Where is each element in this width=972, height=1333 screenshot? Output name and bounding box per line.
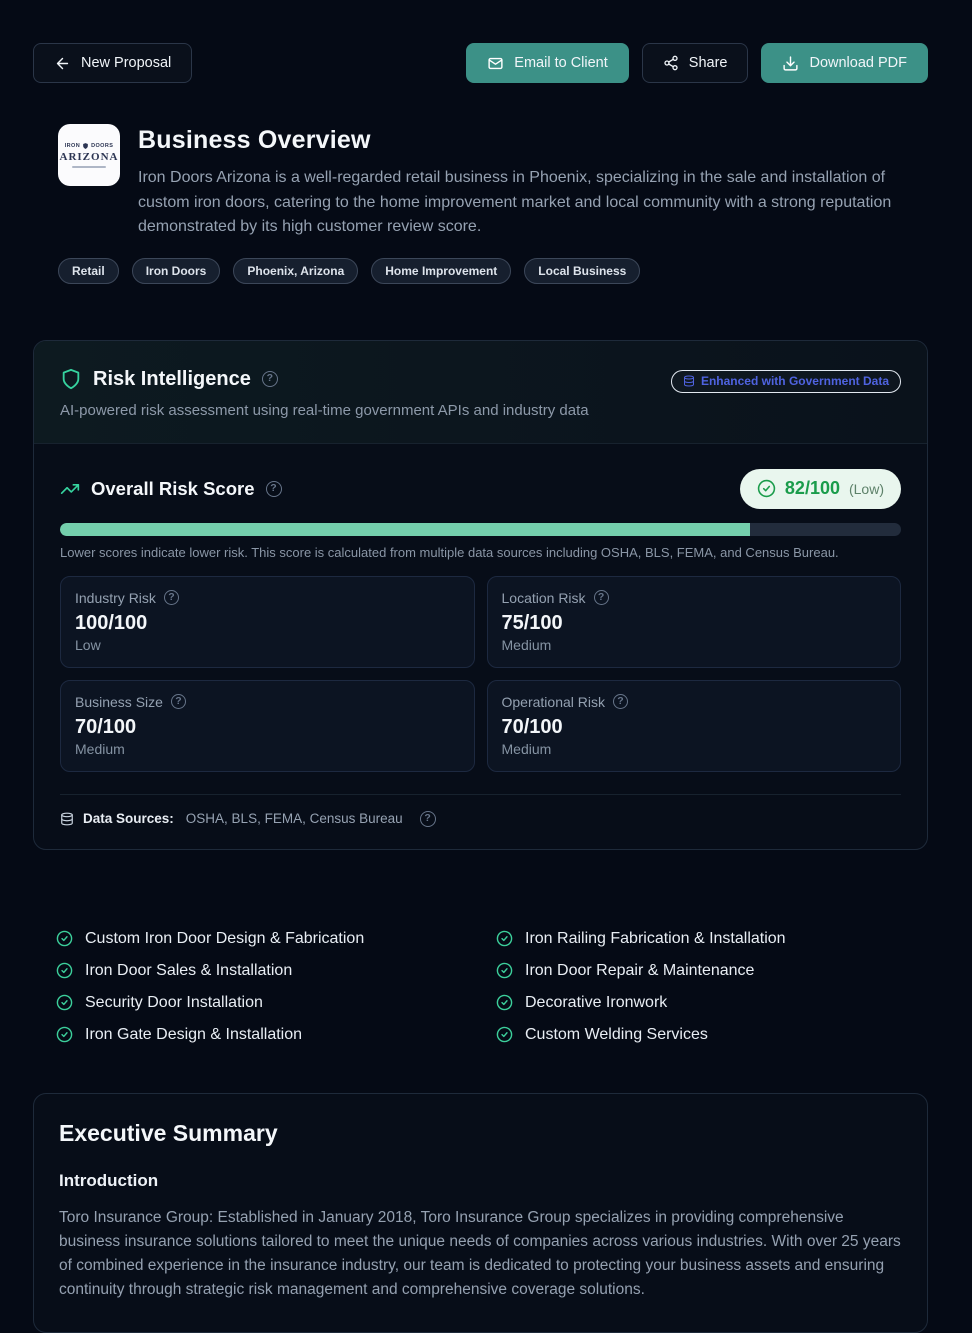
- risk-intelligence-subtitle: AI-powered risk assessment using real-time government APIs and industry data: [60, 401, 589, 419]
- industry-risk-help-icon[interactable]: ?: [164, 590, 179, 605]
- database-icon-small: [60, 812, 74, 826]
- tag-local-business: Local Business: [524, 258, 640, 284]
- location-risk-label: Location Risk: [501, 589, 586, 606]
- logo-text-arizona: ARIZONA: [59, 151, 119, 163]
- data-sources-row: [60, 794, 901, 849]
- industry-risk-label: Industry Risk: [75, 589, 156, 606]
- new-proposal-label: New Proposal: [81, 55, 172, 71]
- risk-intelligence-card: [33, 340, 928, 850]
- business-size-value: 70/100: [75, 715, 137, 738]
- location-risk-card: [487, 576, 902, 668]
- new-proposal-button[interactable]: [33, 43, 192, 83]
- risk-score-progress-fill: [60, 523, 750, 536]
- overall-score-level: (Low): [848, 480, 884, 497]
- list-item: [56, 994, 496, 1011]
- check-circle-icon: [496, 930, 513, 947]
- check-circle-icon: [56, 962, 73, 979]
- risk-factor-grid: [60, 576, 901, 772]
- list-item: [496, 962, 928, 979]
- check-circle-icon: [56, 994, 73, 1011]
- overall-risk-score-label: Overall Risk Score: [91, 477, 255, 499]
- industry-risk-value: 100/100: [75, 611, 148, 634]
- company-logo: [58, 124, 120, 186]
- check-circle-icon: [56, 930, 73, 947]
- introduction-heading: Introduction: [59, 1170, 159, 1190]
- tag-iron-doors: Iron Doors: [132, 258, 221, 284]
- logo-text-doors: DOORS: [91, 143, 114, 149]
- check-circle-icon: [56, 1026, 73, 1043]
- business-overview-section: [33, 124, 928, 284]
- industry-risk-card: [60, 576, 475, 668]
- business-size-label: Business Size: [75, 693, 163, 710]
- page-title: Business Overview: [138, 126, 371, 154]
- download-pdf-button[interactable]: [761, 43, 928, 83]
- logo-tagline: [72, 166, 106, 168]
- executive-summary-card: [33, 1093, 928, 1333]
- mail-icon: [487, 55, 504, 72]
- list-item: [56, 1026, 496, 1043]
- logo-shield-icon: [82, 142, 89, 150]
- service-label: Iron Door Repair & Maintenance: [525, 961, 755, 979]
- risk-intelligence-header: [34, 341, 927, 444]
- check-circle-icon: [496, 962, 513, 979]
- shield-icon: [60, 368, 82, 390]
- toolbar: [33, 43, 928, 83]
- risk-score-progress-bar: [60, 523, 901, 536]
- tag-phoenix-arizona: Phoenix, Arizona: [233, 258, 358, 284]
- data-sources-help-icon[interactable]: ?: [420, 811, 436, 827]
- operational-risk-card: [487, 680, 902, 772]
- business-description: Iron Doors Arizona is a well-regarded retail business in Phoenix, specializing in the sale and installation of custom iron doors, catering to the home improvement market and local community with a strong reputation demonstrated by its high customer review score.: [138, 169, 892, 235]
- data-sources-values: OSHA, BLS, FEMA, Census Bureau: [185, 811, 403, 826]
- risk-intelligence-help-icon[interactable]: ?: [262, 371, 278, 387]
- download-pdf-label: Download PDF: [809, 55, 907, 71]
- download-icon: [782, 55, 799, 72]
- check-circle-icon: [757, 479, 776, 498]
- list-item: [56, 930, 496, 947]
- operational-risk-level: Medium: [501, 740, 552, 757]
- email-to-client-button[interactable]: [466, 43, 628, 83]
- location-risk-help-icon[interactable]: ?: [594, 590, 609, 605]
- service-label: Iron Door Sales & Installation: [85, 961, 293, 979]
- service-label: Custom Iron Door Design & Fabrication: [85, 929, 365, 947]
- overall-score-badge: [740, 469, 901, 509]
- list-item: [496, 1026, 928, 1043]
- toolbar-actions: [466, 43, 928, 83]
- back-arrow-icon: [54, 55, 71, 72]
- operational-risk-help-icon[interactable]: ?: [613, 694, 628, 709]
- business-size-card: [60, 680, 475, 772]
- overall-score-value: 82/100: [784, 478, 840, 498]
- list-item: [496, 930, 928, 947]
- operational-risk-value: 70/100: [501, 715, 563, 738]
- overall-risk-score-help-icon[interactable]: ?: [266, 481, 282, 497]
- tag-home-improvement: Home Improvement: [371, 258, 511, 284]
- service-label: Decorative Ironwork: [525, 993, 668, 1011]
- email-to-client-label: Email to Client: [514, 55, 608, 71]
- check-circle-icon: [496, 994, 513, 1011]
- business-size-help-icon[interactable]: ?: [171, 694, 186, 709]
- services-list: [33, 930, 928, 1043]
- business-size-level: Medium: [75, 740, 125, 757]
- government-data-badge: [671, 370, 901, 393]
- list-item: [56, 962, 496, 979]
- data-sources-label: Data Sources:: [83, 811, 174, 826]
- introduction-paragraph: Toro Insurance Group: Established in January 2018, Toro Insurance Group specializes in providing comprehensive business insurance solutions tailored to meet the unique needs of companies across various industries. With over 25 years of combined experience in the insurance industry, our team is dedicated to protecting your business assets and ensuring continuity through strategic risk management and comprehensive coverage solutions.: [59, 1208, 901, 1298]
- risk-score-caption: Lower scores indicate lower risk. This score is calculated from multiple data sources including OSHA, BLS, FEMA, and Census Bureau.: [60, 544, 839, 560]
- service-label: Custom Welding Services: [525, 1025, 708, 1043]
- share-button[interactable]: [642, 43, 749, 83]
- tag-retail: Retail: [58, 258, 119, 284]
- government-data-badge-label: Enhanced with Government Data: [700, 374, 889, 388]
- business-tags: [58, 258, 928, 284]
- service-label: Iron Gate Design & Installation: [85, 1025, 303, 1043]
- list-item: [496, 994, 928, 1011]
- risk-intelligence-title: Risk Intelligence: [93, 367, 251, 390]
- location-risk-level: Medium: [501, 636, 552, 653]
- trending-up-icon: [60, 479, 80, 499]
- share-icon: [663, 55, 679, 71]
- database-icon: [683, 375, 695, 387]
- location-risk-value: 75/100: [501, 611, 563, 634]
- share-label: Share: [688, 55, 728, 71]
- industry-risk-level: Low: [75, 636, 101, 653]
- risk-intelligence-body: [34, 444, 927, 849]
- executive-summary-title: Executive Summary: [59, 1119, 278, 1146]
- service-label: Iron Railing Fabrication & Installation: [525, 929, 786, 947]
- check-circle-icon: [496, 1026, 513, 1043]
- service-label: Security Door Installation: [85, 993, 263, 1011]
- logo-text-iron: IRON: [64, 143, 81, 149]
- operational-risk-label: Operational Risk: [501, 693, 605, 710]
